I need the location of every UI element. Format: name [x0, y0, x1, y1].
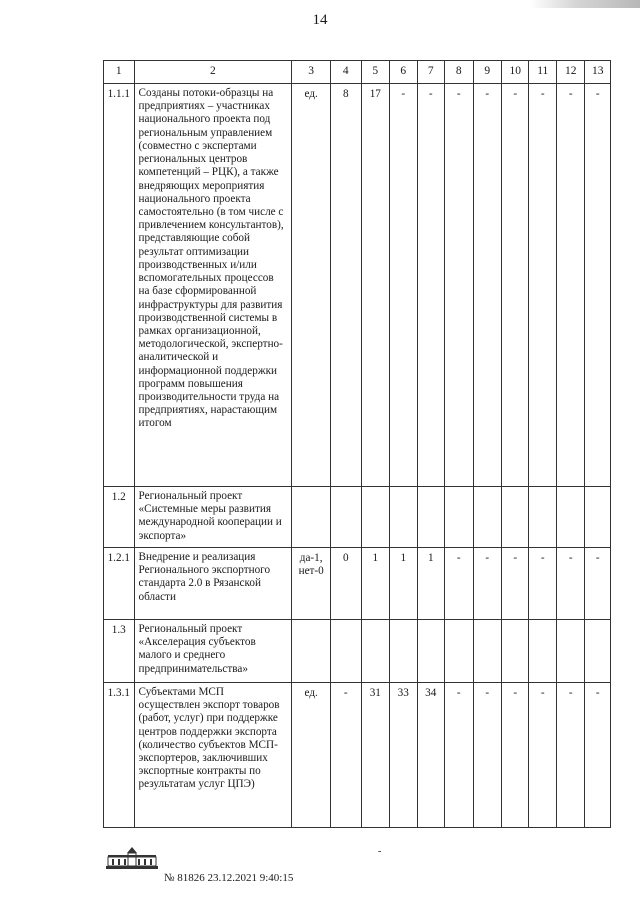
row-unit: ед. [292, 682, 331, 827]
row-value: 1 [417, 547, 444, 619]
page-number: 14 [312, 12, 328, 28]
table-row [104, 682, 611, 827]
row-unit: да-1, нет-0 [292, 547, 331, 619]
scan-edge-mark [530, 0, 640, 8]
row-value: 8 [331, 84, 362, 487]
row-value: 17 [361, 84, 390, 487]
table-header-row [104, 61, 611, 84]
row-value: - [473, 682, 502, 827]
row-code: 1.3.1 [104, 682, 135, 827]
row-description: Региональный проект «Акселерация субъектов малого и среднего предпринимательства» [134, 619, 292, 682]
column-header: 1 [104, 61, 135, 84]
row-value: 33 [390, 682, 417, 827]
column-header: 11 [529, 61, 556, 84]
row-value [556, 487, 585, 548]
row-value: - [556, 547, 585, 619]
row-value [361, 487, 390, 548]
row-description: Внедрение и реализация Регионального экспортного стандарта 2.0 в Рязанской области [134, 547, 292, 619]
row-description: Созданы потоки-образцы на предприятиях – участниках национального проекта под региональным управлением (совместно с экспертами региональных центров компетенций – РЦК), а также внедряющих мероприятия национального проекта самостоятельно (в том числе с привлечением консультантов), представляющие собой результат оптимизации производственных и/или вспомогательных процессов на базе сформированной инфраструктуры для развития производственной системы в рамках организационной, методологической, экспертно-аналитической и информационной поддержки программ повышения производительности труда на предприятиях, нарастающим итогом [134, 84, 292, 487]
table-row [104, 547, 611, 619]
row-value [417, 619, 444, 682]
row-value: - [502, 84, 529, 487]
table-row [104, 619, 611, 682]
row-unit: ед. [292, 84, 331, 487]
row-value: 34 [417, 682, 444, 827]
row-value [331, 619, 362, 682]
row-value [502, 619, 529, 682]
row-value: 31 [361, 682, 390, 827]
row-value: - [473, 84, 502, 487]
registration-stamp: № 81826 23.12.2021 9:40:15 [164, 872, 294, 884]
row-code: 1.2.1 [104, 547, 135, 619]
column-header: 12 [556, 61, 585, 84]
row-unit [292, 619, 331, 682]
row-value: 0 [331, 547, 362, 619]
row-value: - [417, 84, 444, 487]
row-value [445, 487, 474, 548]
indicator-table [103, 60, 611, 828]
row-value [529, 487, 556, 548]
row-value: - [585, 547, 611, 619]
row-value: - [502, 682, 529, 827]
row-description: Субъектами МСП осуществлен экспорт товаров (работ, услуг) при поддержке центров поддержки экспорта (количество субъектов МСП-экспортеров, заключивших экспортные контракты по результатам услуг ЦПЭ) [134, 682, 292, 827]
column-header: 8 [445, 61, 474, 84]
row-value [361, 619, 390, 682]
document-footer [104, 845, 304, 895]
row-value [473, 619, 502, 682]
table-row [104, 487, 611, 548]
row-value: - [556, 682, 585, 827]
column-header: 2 [134, 61, 292, 84]
row-value: - [390, 84, 417, 487]
row-value: 1 [361, 547, 390, 619]
row-value: - [445, 682, 474, 827]
column-header: 10 [502, 61, 529, 84]
row-value: - [585, 682, 611, 827]
row-value: - [529, 682, 556, 827]
column-header: 7 [417, 61, 444, 84]
row-value [473, 487, 502, 548]
row-value [502, 487, 529, 548]
column-header: 4 [331, 61, 362, 84]
row-code: 1.1.1 [104, 84, 135, 487]
row-value: - [529, 84, 556, 487]
page-bottom-mark: - [378, 846, 382, 857]
row-value: - [445, 547, 474, 619]
government-building-icon [104, 845, 160, 871]
row-unit [292, 487, 331, 548]
row-value: - [502, 547, 529, 619]
row-value: 1 [390, 547, 417, 619]
row-value [331, 487, 362, 548]
row-value: - [529, 547, 556, 619]
row-value [585, 619, 611, 682]
row-code: 1.2 [104, 487, 135, 548]
table-row [104, 84, 611, 487]
row-description: Региональный проект «Системные меры развития международной кооперации и экспорта» [134, 487, 292, 548]
row-code: 1.3 [104, 619, 135, 682]
column-header: 9 [473, 61, 502, 84]
column-header: 5 [361, 61, 390, 84]
row-value: - [556, 84, 585, 487]
row-value: - [473, 547, 502, 619]
column-header: 3 [292, 61, 331, 84]
row-value: - [331, 682, 362, 827]
column-header: 6 [390, 61, 417, 84]
row-value [390, 619, 417, 682]
row-value: - [585, 84, 611, 487]
row-value [556, 619, 585, 682]
row-value [585, 487, 611, 548]
row-value: - [445, 84, 474, 487]
row-value [445, 619, 474, 682]
row-value [390, 487, 417, 548]
row-value [529, 619, 556, 682]
column-header: 13 [585, 61, 611, 84]
row-value [417, 487, 444, 548]
